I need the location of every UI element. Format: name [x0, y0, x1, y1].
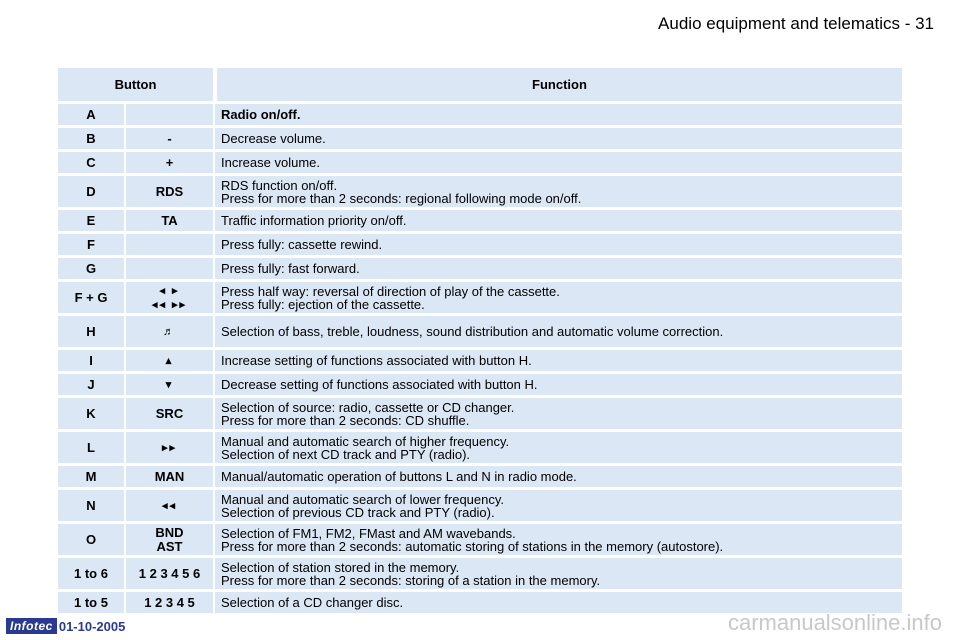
- button-symbol: [126, 152, 215, 173]
- button-key: O: [58, 524, 126, 555]
- button-key: D: [58, 176, 126, 207]
- button-key: J: [58, 374, 126, 395]
- function-description: [215, 558, 902, 589]
- function-description: [215, 316, 902, 347]
- symbol-line: +: [165, 154, 174, 170]
- function-description: [215, 128, 902, 149]
- infotec-logo: Infotec: [6, 618, 57, 634]
- function-description: [215, 282, 902, 313]
- symbol-line: ▸▸: [161, 441, 178, 454]
- symbol-line: ◂◂ ▸▸: [151, 298, 188, 311]
- description-line: Radio on/off.: [221, 107, 301, 122]
- description-line: Selection of a CD changer disc.: [221, 595, 404, 610]
- table-row: [58, 234, 902, 255]
- symbol-line: ▴: [165, 354, 174, 367]
- function-description: [215, 524, 902, 555]
- button-symbol: [126, 592, 215, 613]
- button-symbol: [126, 432, 215, 463]
- button-key: C: [58, 152, 126, 173]
- button-key: F: [58, 234, 126, 255]
- symbol-line: -: [167, 130, 172, 146]
- description-line: Press for more than 2 seconds: automatic storing of stations in the memory (autostore).: [221, 538, 724, 554]
- button-symbol: [126, 350, 215, 371]
- description-line: Increase volume.: [221, 155, 320, 170]
- description-line: Selection of next CD track and PTY (radio).: [221, 446, 471, 462]
- description-line: Selection of previous CD track and PTY (radio).: [221, 504, 495, 520]
- table-row: [58, 524, 902, 555]
- button-symbol: [126, 104, 215, 125]
- symbol-line: 1 2 3 4 5 6: [138, 565, 201, 581]
- table-row: [58, 210, 902, 231]
- button-key: M: [58, 466, 126, 487]
- page-header: Audio equipment and telematics - 31: [658, 14, 934, 33]
- header-button: Button: [58, 68, 213, 101]
- footer: [6, 618, 125, 634]
- button-symbol: [126, 558, 215, 589]
- description-line: Press for more than 2 seconds: regional following mode on/off.: [221, 190, 582, 206]
- function-description: [215, 176, 902, 207]
- description-line: Press for more than 2 seconds: storing of a station in the memory.: [221, 572, 601, 588]
- table-row: [58, 466, 902, 487]
- table-row: [58, 350, 902, 371]
- button-symbol: [126, 316, 215, 347]
- table-row: [58, 258, 902, 279]
- description-line: Selection of source: radio, cassette or CD changer.: [221, 399, 515, 415]
- function-description: [215, 374, 902, 395]
- description-line: Press fully: fast forward.: [221, 261, 360, 276]
- button-key: 1 to 6: [58, 558, 126, 589]
- table-body: [58, 104, 902, 613]
- symbol-line: ▾: [165, 378, 174, 391]
- symbol-line: TA: [161, 212, 178, 228]
- button-symbol: [126, 258, 215, 279]
- description-line: Selection of bass, treble, loudness, sound distribution and automatic volume correction.: [221, 324, 724, 339]
- description-line: Decrease setting of functions associated with button H.: [221, 377, 538, 392]
- description-line: Manual and automatic search of higher frequency.: [221, 433, 510, 449]
- function-description: [215, 490, 902, 521]
- button-symbol: [126, 128, 215, 149]
- controls-table: [58, 68, 902, 616]
- function-description: [215, 258, 902, 279]
- table-header: [58, 68, 902, 101]
- function-description: [215, 234, 902, 255]
- symbol-line: MAN: [154, 468, 185, 484]
- button-symbol: [126, 398, 215, 429]
- table-row: [58, 104, 902, 125]
- table-row: [58, 316, 902, 347]
- description-line: Selection of station stored in the memory.: [221, 559, 460, 575]
- button-key: I: [58, 350, 126, 371]
- button-key: F + G: [58, 282, 126, 313]
- symbol-line: SRC: [155, 405, 184, 421]
- description-line: Traffic information priority on/off.: [221, 213, 407, 228]
- function-description: [215, 152, 902, 173]
- table-row: [58, 176, 902, 207]
- symbol-line: BND: [155, 524, 184, 540]
- button-symbol: [126, 524, 215, 555]
- description-line: Press fully: ejection of the cassette.: [221, 296, 425, 312]
- table-row: [58, 490, 902, 521]
- symbol-line: ♬: [163, 325, 176, 338]
- description-line: Press half way: reversal of direction of play of the cassette.: [221, 283, 560, 299]
- symbol-line: ◂◂: [161, 499, 178, 512]
- table-row: [58, 374, 902, 395]
- function-description: [215, 104, 902, 125]
- description-line: Selection of FM1, FM2, FMast and AM wavebands.: [221, 525, 516, 541]
- button-symbol: [126, 210, 215, 231]
- symbol-line: RDS: [155, 183, 184, 199]
- table-row: [58, 128, 902, 149]
- function-description: [215, 350, 902, 371]
- table-row: [58, 432, 902, 463]
- button-key: L: [58, 432, 126, 463]
- watermark: carmanualsonline.info: [727, 610, 942, 635]
- symbol-line: AST: [156, 538, 183, 554]
- button-key: K: [58, 398, 126, 429]
- button-symbol: [126, 374, 215, 395]
- button-symbol: [126, 466, 215, 487]
- description-line: Increase setting of functions associated with button H.: [221, 353, 532, 368]
- description-line: Manual/automatic operation of buttons L and N in radio mode.: [221, 469, 577, 484]
- table-row: [58, 558, 902, 589]
- button-symbol: [126, 234, 215, 255]
- function-description: [215, 432, 902, 463]
- button-key: A: [58, 104, 126, 125]
- description-line: Press for more than 2 seconds: CD shuffle.: [221, 412, 470, 428]
- button-symbol: [126, 490, 215, 521]
- function-description: [215, 466, 902, 487]
- description-line: Press fully: cassette rewind.: [221, 237, 383, 252]
- button-symbol: [126, 176, 215, 207]
- footer-date: 01-10-2005: [58, 618, 126, 634]
- button-key: H: [58, 316, 126, 347]
- table-row: [58, 282, 902, 313]
- description-line: RDS function on/off.: [221, 177, 338, 193]
- symbol-line: ◂ ▸: [159, 284, 180, 297]
- button-key: N: [58, 490, 126, 521]
- function-description: [215, 210, 902, 231]
- button-key: G: [58, 258, 126, 279]
- description-line: Decrease volume.: [221, 131, 326, 146]
- table-row: [58, 152, 902, 173]
- table-row: [58, 398, 902, 429]
- button-symbol: [126, 282, 215, 313]
- symbol-line: 1 2 3 4 5: [144, 594, 195, 610]
- button-key: B: [58, 128, 126, 149]
- function-description: [215, 398, 902, 429]
- button-key: 1 to 5: [58, 592, 126, 613]
- button-key: E: [58, 210, 126, 231]
- description-line: Manual and automatic search of lower frequency.: [221, 491, 505, 507]
- header-function: Function: [217, 68, 902, 101]
